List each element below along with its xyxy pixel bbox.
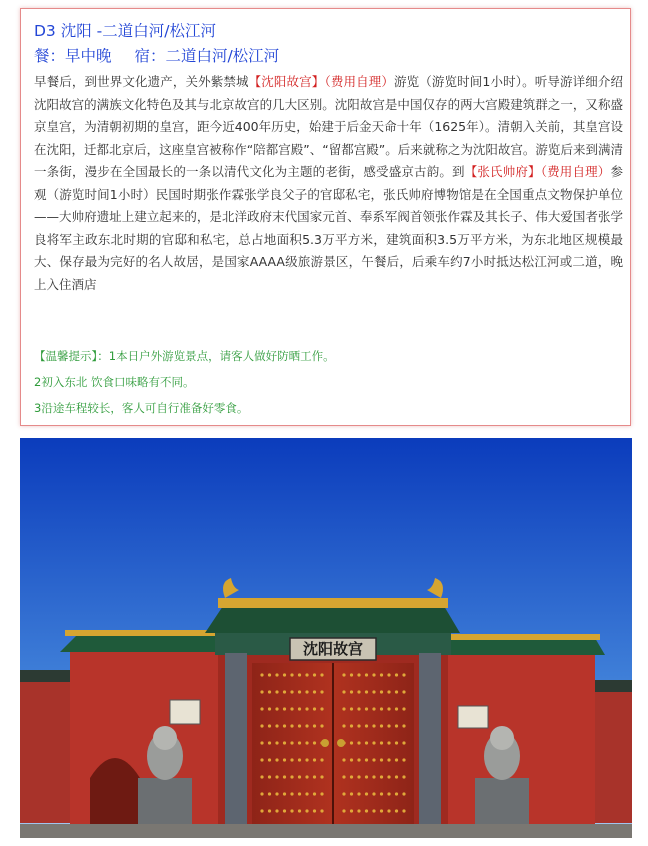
door-stud bbox=[268, 690, 271, 693]
door-stud bbox=[342, 809, 345, 812]
door-stud bbox=[260, 724, 263, 727]
door-stud bbox=[268, 792, 271, 795]
door-stud bbox=[387, 673, 390, 676]
door-stud bbox=[313, 775, 316, 778]
door-stud bbox=[298, 792, 301, 795]
door-stud bbox=[268, 775, 271, 778]
door-stud bbox=[275, 690, 278, 693]
door-stud bbox=[290, 809, 293, 812]
door-stud bbox=[305, 673, 308, 676]
ground bbox=[20, 824, 632, 838]
door-stud bbox=[313, 792, 316, 795]
door-stud bbox=[402, 792, 405, 795]
door-stud bbox=[320, 809, 323, 812]
tip-1: 【温馨提示】：1本日户外游览景点，请客人做好防晒工作。 bbox=[34, 349, 335, 363]
door-stud bbox=[380, 673, 383, 676]
door-stud bbox=[342, 724, 345, 727]
palace-gate-photo bbox=[20, 438, 632, 838]
door-stud bbox=[372, 809, 375, 812]
door-stud bbox=[298, 690, 301, 693]
door-stud bbox=[342, 707, 345, 710]
door-stud bbox=[380, 792, 383, 795]
door-stud bbox=[387, 741, 390, 744]
itinerary-description bbox=[34, 71, 623, 296]
door-stud bbox=[320, 792, 323, 795]
door-stud bbox=[342, 792, 345, 795]
door-stud bbox=[268, 707, 271, 710]
door-stud bbox=[357, 673, 360, 676]
door-stud bbox=[290, 673, 293, 676]
door-stud bbox=[395, 775, 398, 778]
left-info-plaque bbox=[170, 700, 200, 724]
door-stud bbox=[402, 690, 405, 693]
door-stud bbox=[387, 775, 390, 778]
door-stud bbox=[313, 809, 316, 812]
door-stud bbox=[357, 690, 360, 693]
door-stud bbox=[283, 775, 286, 778]
door-stud bbox=[365, 741, 368, 744]
door-stud bbox=[387, 707, 390, 710]
door-stud bbox=[305, 809, 308, 812]
door-stud bbox=[275, 707, 278, 710]
door-stud bbox=[283, 673, 286, 676]
door-stud bbox=[283, 792, 286, 795]
door-stud bbox=[305, 792, 308, 795]
door-stud bbox=[260, 741, 263, 744]
door-stud bbox=[380, 758, 383, 761]
door-stud bbox=[342, 758, 345, 761]
highlight-shenyang-palace: 【沈阳故宫】（费用自理） bbox=[248, 74, 394, 89]
door-stud bbox=[365, 758, 368, 761]
door-stud bbox=[342, 673, 345, 676]
door-stud bbox=[275, 775, 278, 778]
door-stud bbox=[387, 792, 390, 795]
tip-3: 3沿途车程较长，客人可自行准备好零食。 bbox=[34, 401, 249, 415]
door-stud bbox=[395, 809, 398, 812]
door-stud bbox=[283, 707, 286, 710]
door-stud bbox=[290, 792, 293, 795]
door-stud bbox=[275, 792, 278, 795]
door-stud bbox=[402, 673, 405, 676]
door-stud bbox=[402, 809, 405, 812]
door-stud bbox=[372, 673, 375, 676]
door-stud bbox=[290, 707, 293, 710]
door-stud bbox=[350, 690, 353, 693]
door-stud bbox=[380, 724, 383, 727]
door-stud bbox=[275, 741, 278, 744]
meals-label: 餐：早中晚 bbox=[34, 47, 112, 65]
left-wing-roof bbox=[60, 634, 240, 652]
door-stud bbox=[260, 690, 263, 693]
door-stud bbox=[260, 775, 263, 778]
door-stud bbox=[298, 741, 301, 744]
door-stud bbox=[365, 690, 368, 693]
door-stud bbox=[350, 775, 353, 778]
left-door-knocker bbox=[321, 739, 329, 747]
door-stud bbox=[387, 758, 390, 761]
door-stud bbox=[387, 690, 390, 693]
description-text-1: 早餐后，到世界文化遗产，关外紫禁城 bbox=[34, 74, 249, 89]
door-stud bbox=[365, 792, 368, 795]
door-stud bbox=[268, 741, 271, 744]
door-stud bbox=[305, 741, 308, 744]
door-stud bbox=[372, 707, 375, 710]
door-stud bbox=[380, 707, 383, 710]
door-stud bbox=[402, 741, 405, 744]
door-stud bbox=[342, 690, 345, 693]
door-stud bbox=[298, 673, 301, 676]
door-stud bbox=[260, 673, 263, 676]
door-stud bbox=[380, 809, 383, 812]
door-stud bbox=[402, 775, 405, 778]
door-stud bbox=[313, 758, 316, 761]
door-stud bbox=[395, 690, 398, 693]
door-stud bbox=[313, 673, 316, 676]
door-stud bbox=[313, 690, 316, 693]
door-stud bbox=[268, 673, 271, 676]
door-stud bbox=[320, 707, 323, 710]
door-stud bbox=[372, 775, 375, 778]
gate-roof-ridge bbox=[218, 598, 448, 608]
door-stud bbox=[320, 690, 323, 693]
door-stud bbox=[357, 724, 360, 727]
left-stone-pillar bbox=[225, 653, 247, 825]
door-stud bbox=[275, 758, 278, 761]
door-stud bbox=[275, 673, 278, 676]
door-stud bbox=[372, 724, 375, 727]
itinerary-card bbox=[20, 8, 631, 426]
door-stud bbox=[305, 724, 308, 727]
door-stud bbox=[305, 758, 308, 761]
door-stud bbox=[313, 707, 316, 710]
plaque-text: 沈阳故宫 bbox=[302, 640, 364, 658]
door-stud bbox=[260, 792, 263, 795]
right-door-knocker bbox=[337, 739, 345, 747]
palace-gate-illustration bbox=[20, 438, 632, 838]
door-stud bbox=[395, 792, 398, 795]
door-stud bbox=[365, 673, 368, 676]
door-stud bbox=[320, 758, 323, 761]
door-stud bbox=[380, 690, 383, 693]
door-stud bbox=[350, 758, 353, 761]
door-stud bbox=[268, 809, 271, 812]
door-stud bbox=[290, 724, 293, 727]
description-text-2: 游览（游览时间1小时）。听导游详细介绍沈阳故宫的满族文化特色及其与北京故宫的几大区别。沈阳故宫是中国仅存的两大宫殿建筑群之一，又称盛京皇宫，为清朝初期的皇宫，距今近400年历史，始建于后金天命十年（1625年）。清朝入关前，其皇宫设在沈阳，迁都北京后，这座皇宫被称作“陪都宫殿”、“留都宫殿”。后来就称之为沈阳故宫。游览后来到满清一条街，漫步在全国最长的一条以清代文化为主题的老街，感受盛京古韵。到 bbox=[34, 74, 623, 179]
door-stud bbox=[298, 775, 301, 778]
door-stud bbox=[298, 724, 301, 727]
door-stud bbox=[298, 758, 301, 761]
door-stud bbox=[350, 707, 353, 710]
door-stud bbox=[298, 809, 301, 812]
door-stud bbox=[380, 775, 383, 778]
door-stud bbox=[298, 707, 301, 710]
lodging-label: 宿：二道白河/松江河 bbox=[134, 47, 280, 65]
door-stud bbox=[402, 707, 405, 710]
door-stud bbox=[357, 741, 360, 744]
door-stud bbox=[283, 809, 286, 812]
door-stud bbox=[350, 809, 353, 812]
door-stud bbox=[268, 724, 271, 727]
right-wing-roof-ridge bbox=[428, 634, 600, 640]
door-stud bbox=[260, 809, 263, 812]
door-stud bbox=[260, 758, 263, 761]
left-arch-doorway bbox=[90, 758, 140, 828]
door-stud bbox=[305, 707, 308, 710]
door-stud bbox=[365, 809, 368, 812]
door-stud bbox=[290, 758, 293, 761]
door-stud bbox=[350, 792, 353, 795]
door-stud bbox=[268, 758, 271, 761]
highlight-zhang-mansion: 【张氏帅府】（费用自理） bbox=[464, 164, 611, 179]
door-stud bbox=[357, 792, 360, 795]
day-title: D3 沈阳 -二道白河/松江河 bbox=[34, 22, 216, 40]
door-stud bbox=[275, 809, 278, 812]
door-stud bbox=[320, 724, 323, 727]
door-stud bbox=[387, 809, 390, 812]
right-stone-pillar bbox=[419, 653, 441, 825]
door-stud bbox=[380, 741, 383, 744]
door-stud bbox=[313, 741, 316, 744]
meals-lodging-line bbox=[34, 44, 297, 66]
door-stud bbox=[357, 775, 360, 778]
door-stud bbox=[372, 690, 375, 693]
door-stud bbox=[372, 741, 375, 744]
door-stud bbox=[395, 673, 398, 676]
door-stud bbox=[365, 775, 368, 778]
door-stud bbox=[357, 809, 360, 812]
door-stud bbox=[365, 707, 368, 710]
door-stud bbox=[342, 775, 345, 778]
door-stud bbox=[372, 758, 375, 761]
door-stud bbox=[357, 707, 360, 710]
door-stud bbox=[305, 775, 308, 778]
door-stud bbox=[365, 724, 368, 727]
door-stud bbox=[260, 707, 263, 710]
door-stud bbox=[395, 724, 398, 727]
door-stud bbox=[350, 673, 353, 676]
door-stud bbox=[283, 724, 286, 727]
right-info-plaque bbox=[458, 706, 488, 728]
door-stud bbox=[283, 758, 286, 761]
door-stud bbox=[372, 792, 375, 795]
gate-roof bbox=[205, 606, 460, 633]
door-stud bbox=[350, 724, 353, 727]
door-stud bbox=[320, 775, 323, 778]
door-stud bbox=[402, 758, 405, 761]
door-stud bbox=[395, 758, 398, 761]
door-stud bbox=[313, 724, 316, 727]
door-stud bbox=[395, 741, 398, 744]
door-stud bbox=[357, 758, 360, 761]
description-text-3: 参观（游览时间1小时）民国时期张作霖张学良父子的官邸私宅，张氏帅府博物馆是在全国重点文物保护单位——大帅府遗址上建立起来的，是北洋政府末代国家元首、奉系军阀首领张作霖及其长子、伟大爱国者张学良将军主政东北时期的官邸和私宅，总占地面积5.3万平方米，建筑面积3.5万平方米，为东北地区规模最大、保存最为完好的名人故居，是国家AAAA级旅游景区，午餐后，后乘车约7小时抵达松江河或二道，晚上入住酒店 bbox=[34, 164, 623, 292]
door-stud bbox=[275, 724, 278, 727]
door-stud bbox=[402, 724, 405, 727]
door-stud bbox=[283, 690, 286, 693]
door-stud bbox=[290, 690, 293, 693]
tip-2: 2初入东北 饮食口味略有不同。 bbox=[34, 375, 195, 389]
door-stud bbox=[283, 741, 286, 744]
door-stud bbox=[305, 690, 308, 693]
door-stud bbox=[350, 741, 353, 744]
door-stud bbox=[320, 673, 323, 676]
door-stud bbox=[290, 741, 293, 744]
door-stud bbox=[395, 707, 398, 710]
door-stud bbox=[290, 775, 293, 778]
door-stud bbox=[387, 724, 390, 727]
